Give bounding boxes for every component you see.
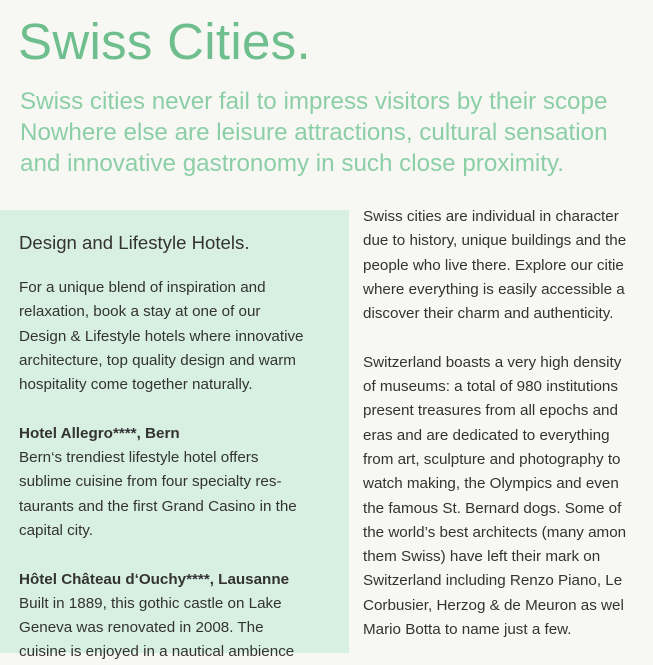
- paragraph-line: the famous St. Bernard dogs. Some of: [363, 499, 622, 517]
- paragraph-line: where everything is easily accessible a: [363, 280, 625, 298]
- paragraph-line: Swiss cities are individual in character: [363, 208, 619, 225]
- right-column: [363, 205, 653, 642]
- paragraph-line: them Swiss) have left their mark on: [363, 548, 601, 566]
- paragraph-line: Corbusier, Herzog & de Meuron as wel: [363, 596, 624, 614]
- paragraph-line: watch making, the Olympics and even: [363, 475, 619, 493]
- paragraph-line: Switzerland including Renzo Piano, Le: [363, 572, 623, 590]
- intro-line: Nowhere else are leisure attractions, cultural sensation: [20, 119, 608, 146]
- paragraph-line: Built in 1889, this gothic castle on Lake: [19, 594, 282, 612]
- hotel-name: Hôtel Château d‘Ouchy****, Lausanne: [19, 570, 290, 588]
- paragraph-line: present treasures from all epochs and: [363, 402, 618, 420]
- paragraph-line: the world’s best architects (many amon: [363, 523, 627, 541]
- paragraph-line: taurants and the first Grand Casino in the: [19, 497, 297, 515]
- paragraph-line: sublime cuisine from four specialty res-: [19, 473, 282, 491]
- paragraph-line: capital city.: [19, 521, 93, 539]
- paragraph-line: cuisine is enjoyed in a nautical ambience: [19, 643, 295, 661]
- paragraph-line: eras and are dedicated to everything: [363, 426, 610, 444]
- section-heading: Design and Lifestyle Hotels.: [19, 232, 250, 253]
- paragraph-line: hospitality come together naturally.: [19, 376, 253, 394]
- paragraph-line: For a unique blend of inspiration and: [19, 279, 266, 296]
- paragraph-line: discover their charm and authenticity.: [363, 305, 614, 323]
- paragraph-line: architecture, top quality design and warm: [19, 351, 296, 369]
- paragraph-line: Switzerland boasts a very high density: [363, 353, 622, 371]
- page-title: Swiss Cities.: [18, 13, 311, 70]
- paragraph-line: Bern‘s trendiest lifestyle hotel offers: [19, 449, 259, 467]
- hotel-name: Hotel Allegro****, Bern: [19, 424, 180, 442]
- paragraph-line: relaxation, book a stay at one of our: [19, 303, 261, 321]
- paragraph-line: Mario Botta to name just a few.: [363, 621, 572, 639]
- paragraph-line: Geneva was renovated in 2008. The: [19, 619, 264, 637]
- paragraph-line: people who live there. Explore our citie: [363, 256, 624, 274]
- intro-line: Swiss cities never fail to impress visitors by their scope: [20, 88, 608, 115]
- paragraph-line: of museums: a total of 980 institutions: [363, 378, 618, 396]
- paragraph-line: due to history, unique buildings and the: [363, 232, 627, 250]
- left-column: [19, 276, 349, 665]
- paragraph-line: from art, sculpture and photography to: [363, 450, 621, 468]
- paragraph-line: Design & Lifestyle hotels where innovative: [19, 327, 304, 345]
- intro-text: [20, 86, 653, 179]
- intro-line: and innovative gastronomy in such close proximity.: [20, 150, 565, 177]
